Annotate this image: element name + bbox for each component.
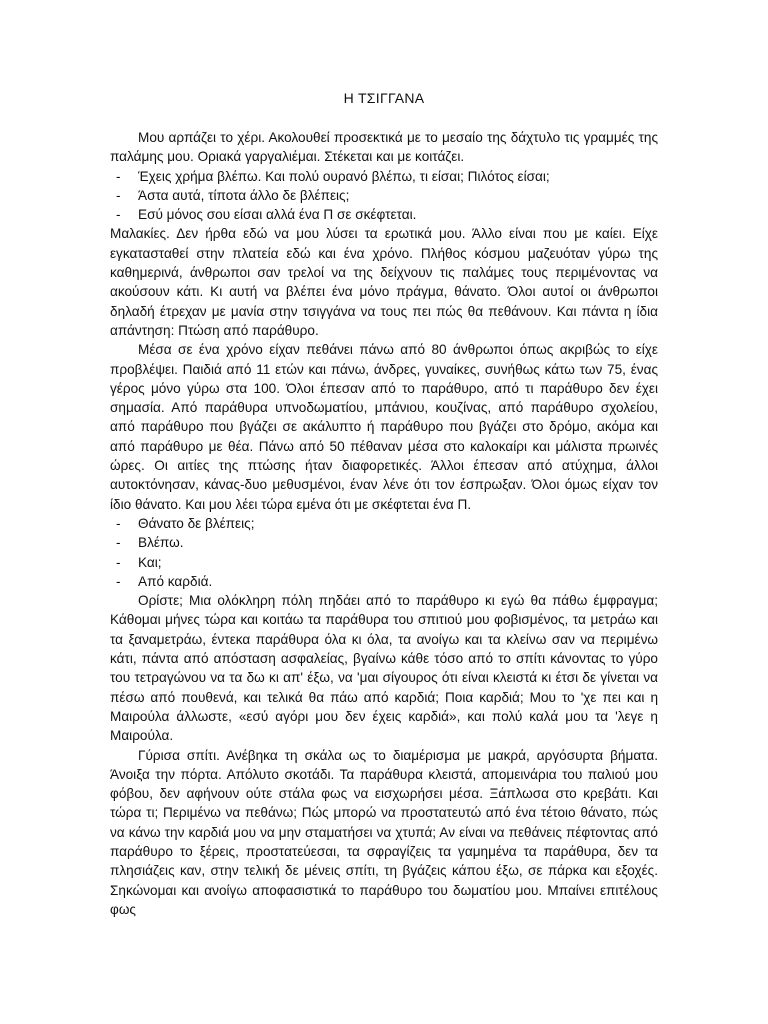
paragraph-2: Μαλακίες. Δεν ήρθα εδώ να μου λύσει τα ερωτικά μου. Άλλο είναι που με καίει. Είχε εγκατασταθεί στην πλατεία εδώ και ένα χρόνο. Πλήθος κόσμου μαζευόταν γύρω της καθημερινά, άνθρωποι σαν τρελοί να της δείχνουν τις παλάμες τους περιμένοντας να ακούσουν κάτι. Κι αυτή να βλέπει ένα μόνο πράγμα, θάνατο. Όλοι αυτοί οι άνθρωποι δηλαδή έτρεχαν με μανία στην τσιγγάνα να τους πει πώς θα πεθάνουν. Και πάντα η ίδια απάντηση: Πτώση από παράθυρο. <box>110 226 658 338</box>
dash-marker: - <box>116 187 121 203</box>
dash-marker: - <box>116 207 121 223</box>
document-body <box>110 128 658 919</box>
paragraph-4: Ορίστε; Μια ολόκληρη πόλη πηδάει από το παράθυρο κι εγώ θα πάθω έμφραγμα; Κάθομαι μήνες τώρα και κοιτάω τα παράθυρα του σπιτιού μου φοβισμένος, τα μετράω και τα ξαναμετράω, έντεκα παράθυρα όλα κι όλα, τα ανοίγω και τα κλείνω σαν να περιμένω κάτι, πάντα από απόσταση ασφαλείας, βγαίνω κάθε τόσο από το σπίτι κάνοντας το γύρο του τετραγώνου να τα δω κι απ' έξω, να 'μαι σίγουρος ότι είναι κλειστά κι έτσι δε γίνεται να πέσω από πουθενά, και τελικά θα πάω από καρδιά; Ποια καρδιά; Μου το 'χε πει και η Μαιρούλα άλλωστε, «εσύ αγόρι μου δεν έχεις καρδιά», και πολύ καλά μου τα 'λεγε η Μαιρούλα. <box>110 593 658 744</box>
dialogue-text: Άστα αυτά, τίποτα άλλο δε βλέπεις; <box>138 187 350 203</box>
dialogue-line <box>110 167 658 186</box>
dialogue-list-2 <box>110 514 658 591</box>
dialogue-text: Από καρδιά. <box>138 573 213 589</box>
dialogue-text: Θάνατο δε βλέπεις; <box>138 515 255 531</box>
dash-marker: - <box>116 515 121 531</box>
dialogue-line <box>110 553 658 572</box>
dialogue-list-1 <box>110 167 658 225</box>
dialogue-line <box>110 186 658 205</box>
dialogue-line <box>110 533 658 552</box>
dialogue-line <box>110 572 658 591</box>
paragraph-1: Μου αρπάζει το χέρι. Ακολουθεί προσεκτικά με το μεσαίο της δάχτυλο τις γραμμές της παλάμης μου. Οριακά γαργαλιέμαι. Στέκεται και με κοιτάζει. <box>110 130 658 165</box>
dialogue-text: Εσύ μόνος σου είσαι αλλά ένα Π σε σκέφτεται. <box>138 207 417 223</box>
dash-marker: - <box>116 573 121 589</box>
paragraph-3: Μέσα σε ένα χρόνο είχαν πεθάνει πάνω από 80 άνθρωποι όπως ακριβώς το είχε προβλέψει. Παιδιά από 11 ετών και πάνω, άνδρες, γυναίκες, συνήθως κάτω των 75, ένας γέρος μόνο γύρω στα 100. Όλοι έπεσαν από το παράθυρο, από τι παράθυρο δεν έχει σημασία. Από παράθυρα υπνοδωματίου, μπάνιου, κουζίνας, από παράθυρο σχολείου, από παράθυρο που βγάζει σε ακάλυπτο ή παράθυρο που βγάζει στο δρόμο, ακόμα και από παράθυρο με θέα. Πάνω από 50 πέθαναν μέσα στο καλοκαίρι και μάλιστα πρωινές ώρες. Οι αιτίες της πτώσης ήταν διαφορετικές. Άλλοι έπεσαν από ατύχημα, άλλοι αυτοκτόνησαν, κάνας-δυο μεθυσμένοι, έναν λένε ότι τον έσπρωξαν. Όλοι όμως είχαν τον ίδιο θάνατο. Και μου λέει τώρα εμένα ότι με σκέφτεται ένα Π. <box>110 342 658 512</box>
dialogue-text: Έχεις χρήμα βλέπω. Και πολύ ουρανό βλέπω, τι είσαι; Πιλότος είσαι; <box>138 168 550 184</box>
dialogue-line <box>110 205 658 224</box>
dash-marker: - <box>116 554 121 570</box>
dash-marker: - <box>116 535 121 551</box>
dialogue-line <box>110 514 658 533</box>
dash-marker: - <box>116 168 121 184</box>
dialogue-text: Βλέπω. <box>138 535 184 551</box>
dialogue-text: Και; <box>138 554 162 570</box>
document-title: Η ΤΣΙΓΓΑΝΑ <box>343 90 425 106</box>
paragraph-5: Γύρισα σπίτι. Ανέβηκα τη σκάλα ως το διαμέρισμα με μακρά, αργόσυρτα βήματα. Άνοιξα την πόρτα. Απόλυτο σκοτάδι. Τα παράθυρα κλειστά, απομεινάρια του παλιού μου φόβου, δεν αφήνουν ούτε στάλα φως να εισχωρήσει μέσα. Ξάπλωσα στο κρεβάτι. Και τώρα τι; Περιμένω να πεθάνω; Πώς μπορώ να προστατευτώ από ένα τέτοιο θάνατο, πώς να κάνω την καρδιά μου να μην σταματήσει να χτυπά; Αν είναι να πεθάνεις πέφτοντας από παράθυρο το ξέρεις, προστατεύεσαι, τα σφραγίζεις τα γαμημένα τα παράθυρα, δεν τα πλησιάζεις καν, στην τελική δε μένεις σπίτι, τη βγάζεις κάπου έξω, σε πάρκα και εξοχές. Σηκώνομαι και ανοίγω αποφασιστικά το παράθυρο του δωματίου μου. Μπαίνει επιτέλους φως <box>110 747 658 917</box>
